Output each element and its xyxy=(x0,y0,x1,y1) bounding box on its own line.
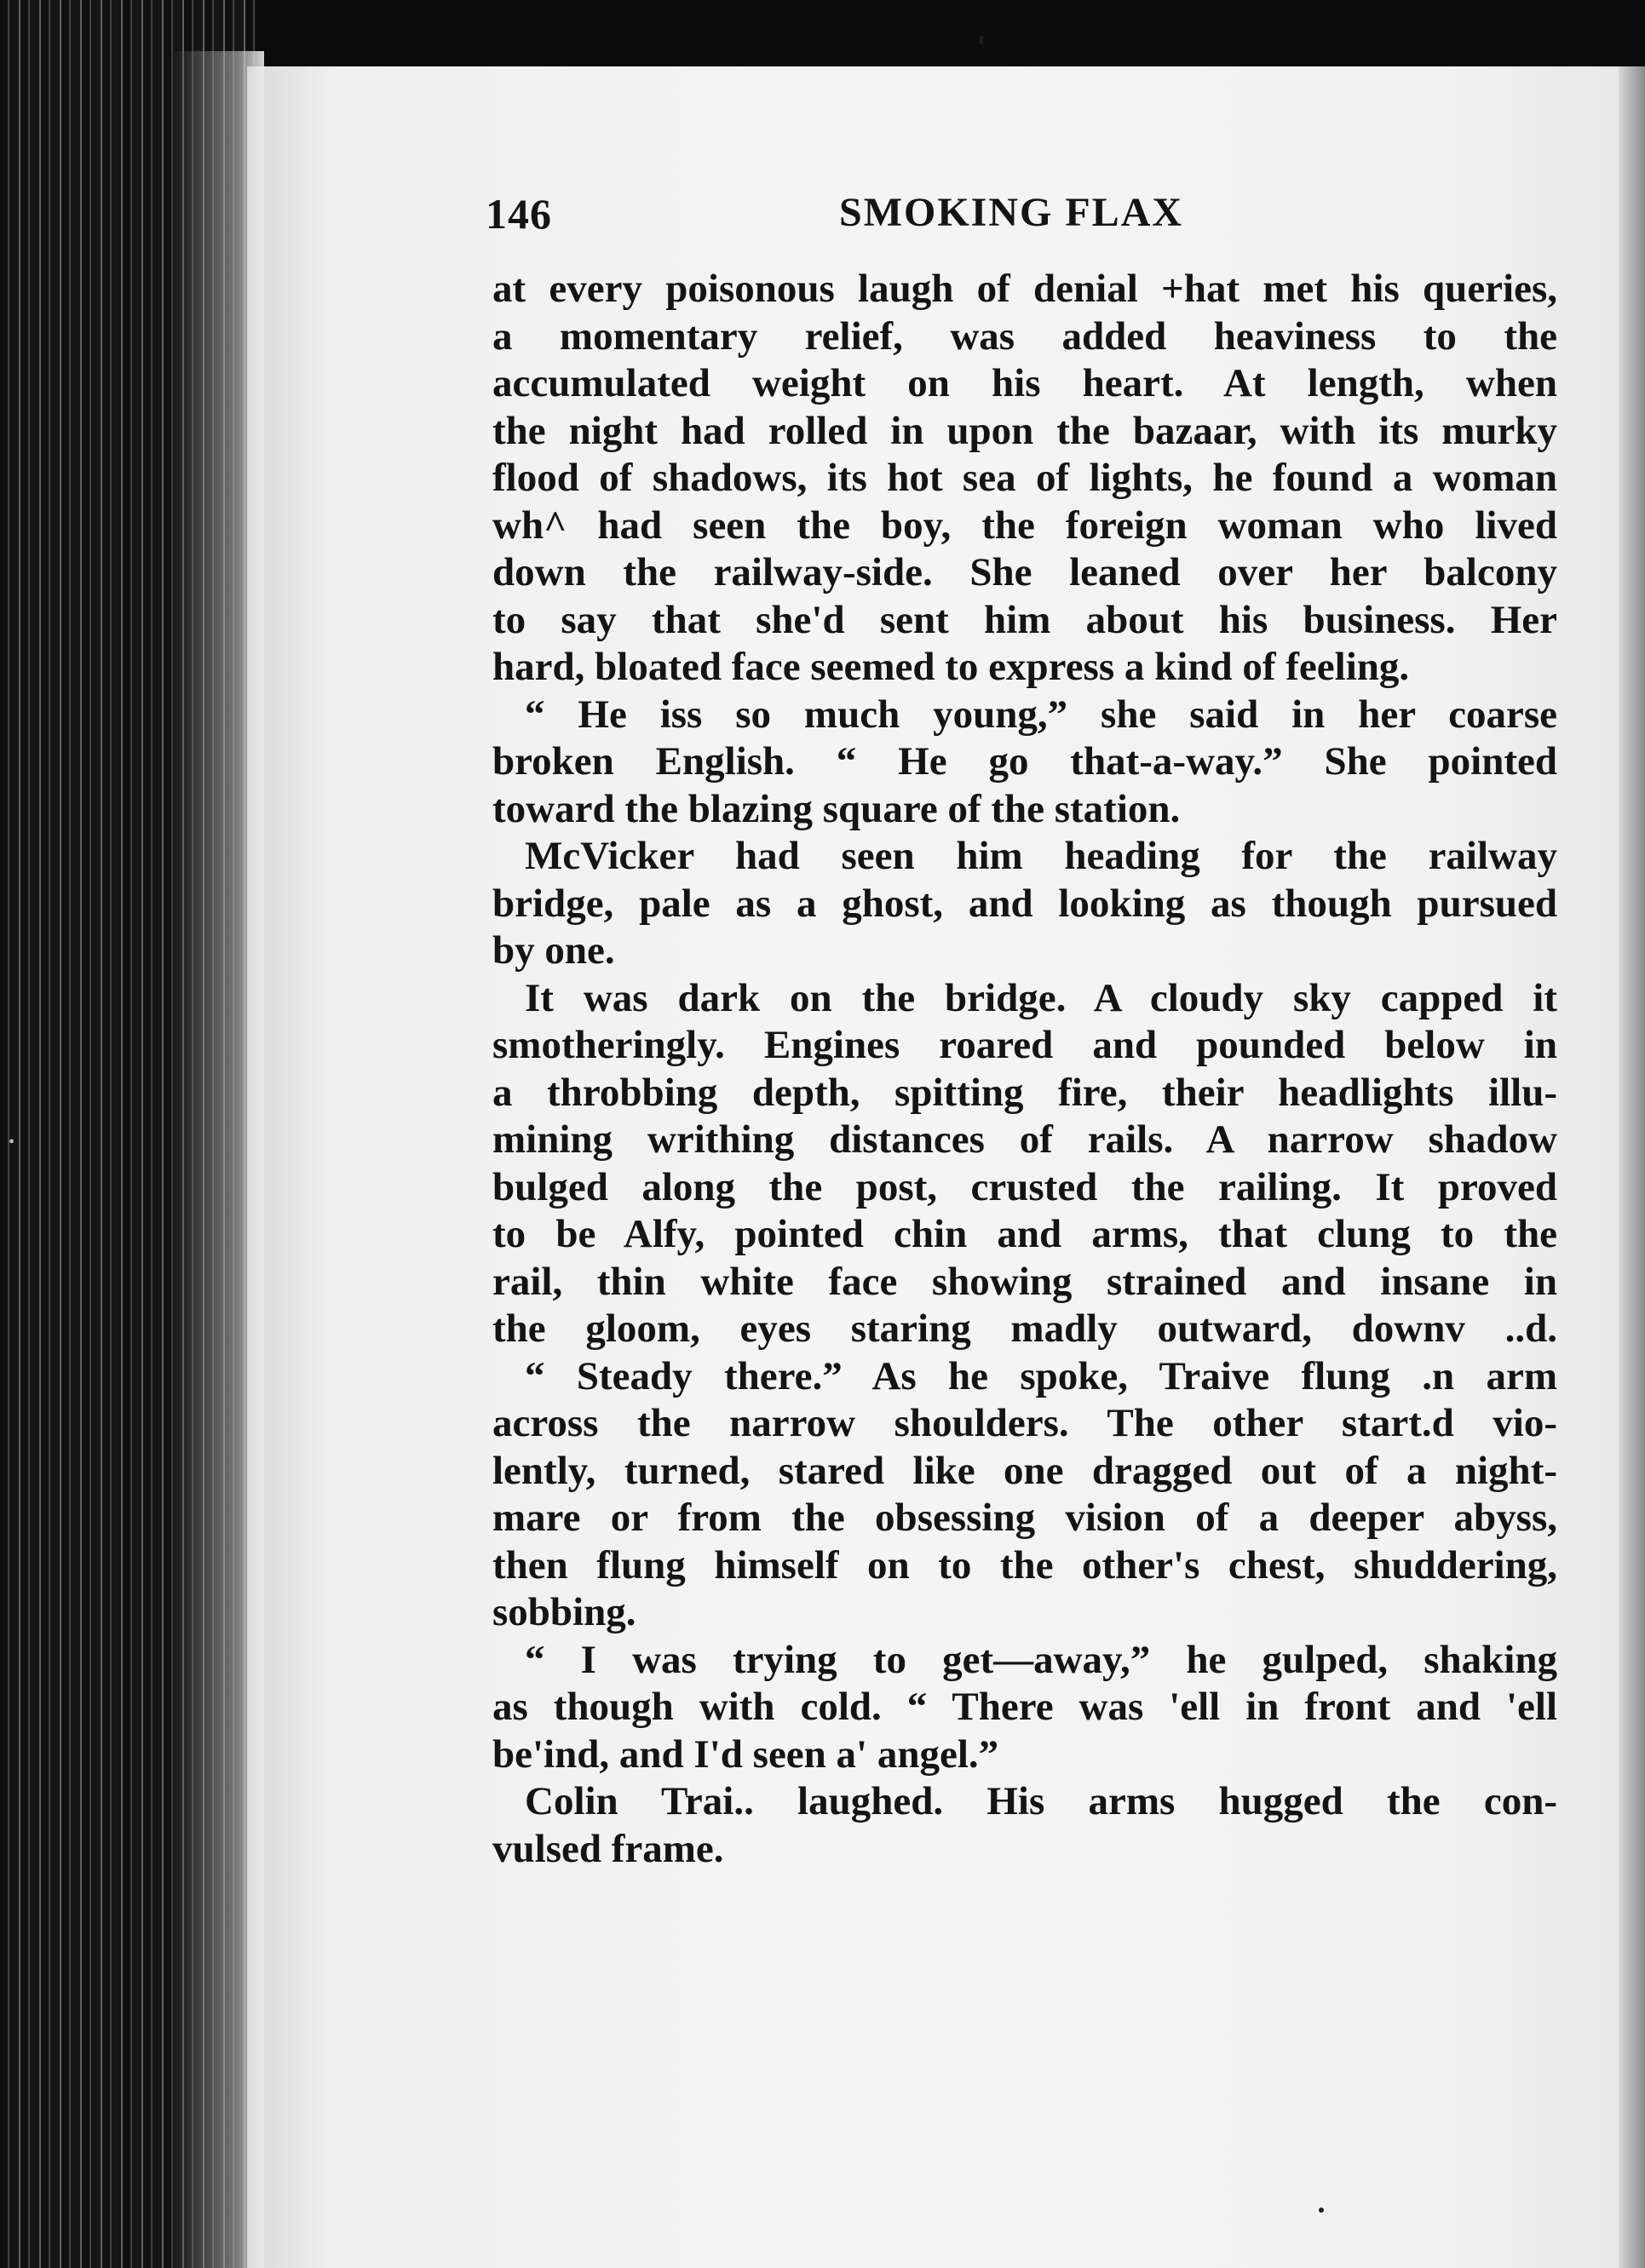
text-line: as though with cold. “ There was 'ell in front and 'ell xyxy=(492,1685,1557,1729)
text-line: lently, turned, stared like one dragged out of a night- xyxy=(492,1448,1557,1493)
text-line: to say that she'd sent him about his business. Her xyxy=(492,597,1557,642)
page-header xyxy=(486,189,1205,244)
scan-speck: • xyxy=(9,1133,15,1151)
text-line: flood of shadows, its hot sea of lights, he found a woman xyxy=(492,456,1557,500)
text-line: the night had rolled in upon the bazaar, with its murky xyxy=(492,408,1557,453)
text-line: then flung himself on to the other's chest, shuddering, xyxy=(492,1542,1557,1588)
text-line: wh^ had seen the boy, the foreign woman who lived xyxy=(492,502,1557,548)
page-right-edge xyxy=(1619,66,1645,2268)
page-number: 146 xyxy=(486,190,552,238)
running-head-title: SMOKING FLAX xyxy=(839,190,1184,235)
text-line: smotheringly. Engines roared and pounded below in xyxy=(492,1023,1557,1067)
text-line: It was dark on the bridge. A cloudy sky capped it xyxy=(525,975,1557,1020)
text-line: McVicker had seen him heading for the railway xyxy=(525,834,1557,878)
text-line: by one. xyxy=(492,928,615,973)
text-line: hard, bloated face seemed to express a kind of feeling. xyxy=(492,645,1410,689)
text-line: bridge, pale as a ghost, and looking as though pursued xyxy=(492,881,1557,926)
body-text xyxy=(492,266,1557,1873)
text-line: across the narrow shoulders. The other start.d vio- xyxy=(492,1401,1557,1445)
text-line: broken English. “ He go that-a-way.” She pointed xyxy=(492,739,1557,784)
binding-shadow xyxy=(170,51,264,2268)
text-line: “ Steady there.” As he spoke, Traive flung .n arm xyxy=(525,1353,1557,1398)
dust-speck xyxy=(980,36,983,44)
text-line: vulsed frame. xyxy=(492,1826,724,1871)
text-line: toward the blazing square of the station. xyxy=(492,786,1181,831)
text-line: “ He iss so much young,” she said in her coarse xyxy=(525,692,1557,737)
text-line: to be Alfy, pointed chin and arms, that clung to the xyxy=(492,1212,1557,1256)
text-line: a throbbing depth, spitting fire, their headlights illu- xyxy=(492,1070,1557,1115)
text-line: down the railway-side. She leaned over her balcony xyxy=(492,550,1557,594)
text-line: sobbing. xyxy=(492,1590,636,1634)
text-line: rail, thin white face showing strained and insane in xyxy=(492,1259,1557,1304)
text-line: Colin Trai.. laughed. His arms hugged the con- xyxy=(525,1779,1557,1823)
text-line: at every poisonous laugh of denial +hat met his queries, xyxy=(492,267,1557,311)
text-line: a momentary relief, was added heaviness to the xyxy=(492,313,1557,359)
text-line: the gloom, eyes staring madly outward, downv ..d. xyxy=(492,1306,1557,1351)
dust-speck xyxy=(1319,2208,1324,2213)
text-line: accumulated weight on his heart. At length, when xyxy=(492,361,1557,405)
text-line: be'ind, and I'd seen a' angel.” xyxy=(492,1731,999,1777)
text-line: mare or from the obsessing vision of a deeper abyss, xyxy=(492,1496,1557,1540)
text-line: mining writhing distances of rails. A narrow shadow xyxy=(492,1117,1557,1162)
text-line: “ I was trying to get—away,” he gulped, shaking xyxy=(525,1637,1557,1682)
text-line: bulged along the post, crusted the railing. It proved xyxy=(492,1164,1557,1209)
